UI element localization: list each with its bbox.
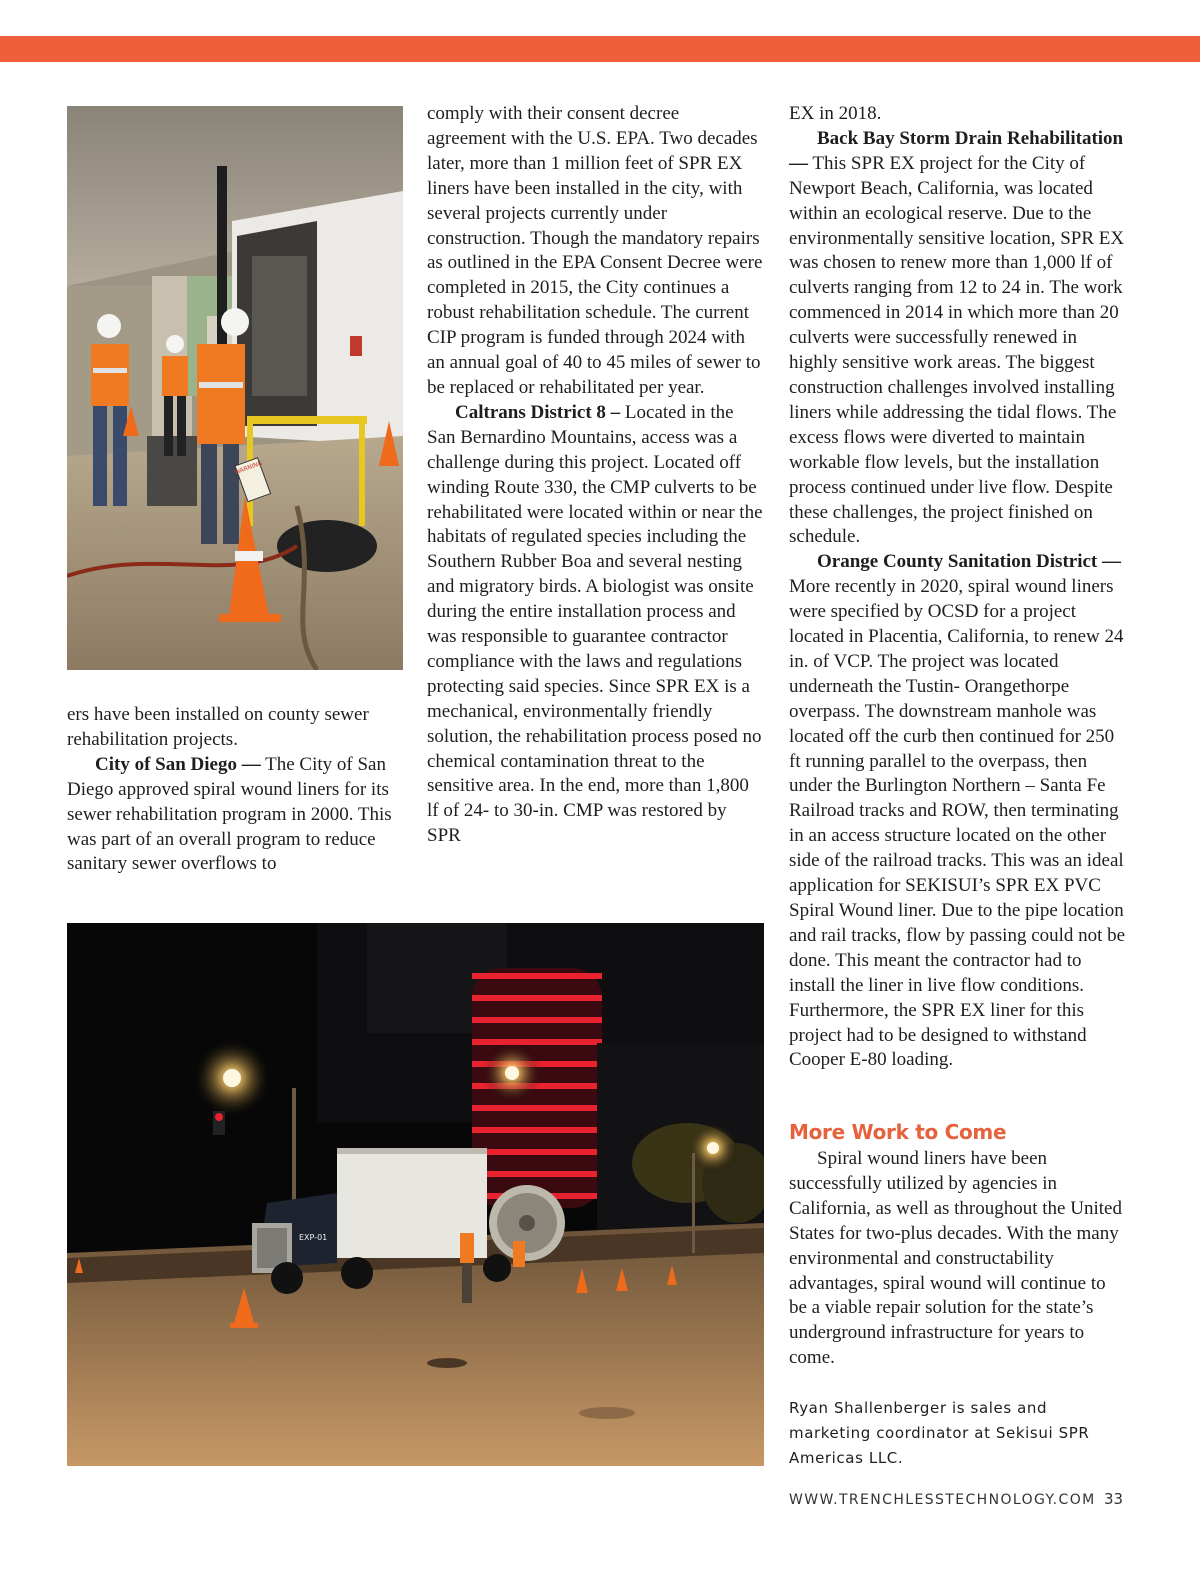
col1-paragraph-2 [67,753,405,878]
back-bay-lead: Back Bay Storm Drain Rehabilitation — [789,127,1124,174]
column-3-text [789,102,1127,1073]
author-bio-text: Ryan Shallenberger is sales and marketing coordinator at Sekisui SPR Americas LLC. [789,1399,1090,1467]
photo-workers-illustration [67,106,403,670]
photo-night-truck [67,923,764,1466]
col2-paragraph-2 [427,401,763,849]
section-heading-more-work: More Work to Come [789,1120,1007,1144]
truck-label: EXP-01 [299,1233,328,1242]
more-work-paragraph: Spiral wound liners have been successfully utilized by agencies in California, as well as throughout the United States for two-plus decades. With the many environmental and constructability advantages, spiral wound will continue to be a viable repair solution for the state’s underground infrastructure for years to come. [789,1148,1122,1369]
warning-sign-text: WARNING [233,459,264,477]
author-bio [789,1396,1119,1471]
col2-paragraph-1: comply with their consent decree agreement with the U.S. EPA. Two decades later, more than 1 million feet of SPR EX liners have been installed in the city, with several projects currently under construction. Though the mandatory repairs as outlined in the EPA Consent Decree were completed in 2015, the City continues a robust rehabilitation schedule. The current CIP program is funded through 2024 with an annual goal of 40 to 45 miles of sewer to be replaced or rehabilitated per year. [427,103,763,398]
page-number: 33 [1104,1490,1124,1508]
caltrans-district-8-text: Located in the San Bernardino Mountains, access was a challenge during this project. Located off winding Route 330, the CMP culverts to be rehabilitated were located within or near the habitats of regulated species including the Southern Rubber Boa and several nesting and migratory birds. A biologist was onsite during the entire installation process and was responsible to guarantee contractor compliance with the laws and regulations protecting said species. Since SPR EX is a mechanical, environmentally friendly solution, the rehabilitation process posed no chemical contamination threat to the sensitive area. In the end, more than 1,800 lf of 24- to 30-in. CMP was restored by SPR [427,401,763,847]
col3-paragraph-2 [789,127,1127,550]
col3-paragraph-1: EX in 2018. [789,103,882,124]
column-2-text [427,102,763,849]
col1-paragraph-1: ers have been installed on county sewer rehabilitation projects. [67,704,369,750]
column-1-text [67,703,405,877]
top-accent-bar [0,36,1200,62]
city-of-san-diego-lead: City of San Diego — [95,753,261,775]
photo-workers-at-manhole [67,106,403,670]
footer-website-link[interactable]: WWW.TRENCHLESSTECHNOLOGY.COM [789,1492,1096,1508]
photo-night-illustration [67,923,764,1466]
caltrans-district-8-lead: Caltrans District 8 – [455,401,621,423]
orange-county-lead: Orange County Sanitation District — [817,551,1121,573]
section-more-work-text [789,1147,1127,1371]
city-of-san-diego-text: The City of San Diego approved spiral wound liners for its sewer rehabilitation program in 2000. This was part of an overall program to reduce sanitary sewer overflows to [67,753,392,875]
back-bay-text: This SPR EX project for the City of Newport Beach, California, was located within an ecological reserve. Due to the environmentally sensitive location, SPR EX was chosen to renew more than 1,000 lf of culverts ranging from 12 to 24 in. The work commenced in 2014 in which more than 20 culverts were successfully renewed in highly sensitive work areas. The biggest construction challenges involved installing liners while addressing the tidal flows. The excess flows were diverted to maintain workable flow levels, but the installation process continued under live flow. Despite these challenges, the project finished on schedule. [789,152,1125,548]
col3-paragraph-3 [789,550,1127,1073]
orange-county-text: More recently in 2020, spiral wound liners were specified by OCSD for a project located in Placentia, California, to renew 24 in. of VCP. The project was located underneath the Tustin- Orangethorpe overpass. The downstream manhole was located off the curb then continued for 250 ft running parallel to the overpass, then under the Burlington Northern – Santa Fe Railroad tracks and ROW, then terminating in an access structure located on the other side of the railroad tracks. This was an ideal application for SEKISUI’s SPR EX PVC Spiral Wound liner. Due to the pipe location and rail tracks, flow by passing could not be done. This meant the contractor had to install the liner in live flow conditions. Furthermore, the SPR EX liner for this project had to be designed to withstand Cooper E-80 loading. [789,576,1126,1071]
